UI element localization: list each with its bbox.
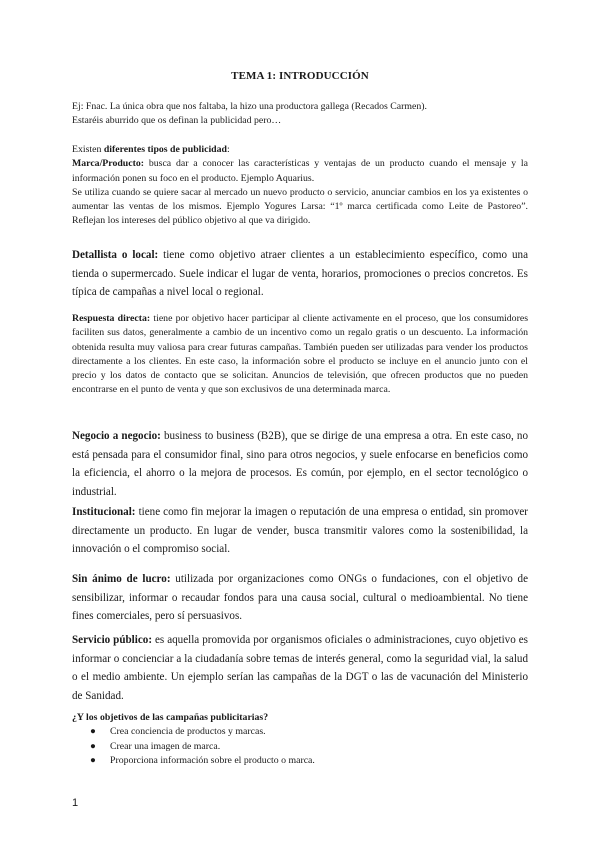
page-title: TEMA 1: INTRODUCCIÓN <box>231 70 369 82</box>
bullet-icon: ● <box>90 726 96 737</box>
institucional-paragraph: Institucional: tiene como fin mejorar la imagen o reputación de una empresa o entidad, sin promover directamente un producto. En lugar de vender, busca transmitir valores como la sostenibilidad, la innovación o el compromiso social. <box>72 506 528 556</box>
marca-paragraph-1: Marca/Producto: busca dar a conocer las características y ventajas de un producto cuando el mensaje y la información ponen su foco en el producto. Ejemplo Aquarius. <box>72 158 528 184</box>
detallista-term: Detallista o local: <box>72 249 159 261</box>
servicio-term: Servicio público: <box>72 634 153 646</box>
intro-line-2: Estaréis aburrido que os definan la publicidad pero… <box>72 115 282 127</box>
bullet-icon: ● <box>90 755 96 766</box>
intro-paragraph <box>72 100 528 129</box>
marca-term: Marca/Producto: <box>72 158 145 170</box>
marca-paragraph-2: Se utiliza cuando se quiere sacar al mercado un nuevo producto o servicio, anunciar cambios en los ya existentes o aumentar las ventas de los mismos. Ejemplo Yogures Larsa: “1º marca certificada como Leite de Pastoreo”. Reflejan los intereses del público objetivo al que va dirigido. <box>72 186 528 227</box>
respuesta-paragraph: Respuesta directa: tiene por objetivo hacer participar al cliente activamente en el proceso, que los consumidores faciliten sus datos, generalmente a cambio de un incentivo como un regalo gratis o un descuento. La información obtenida resulta muy valiosa para crear futuras campañas. También pueden ser utilizadas para vender los productos directamente a los clientes. En este caso, la información sobre el producto se incluye en el anuncio junto con el precio y los datos de contacto que se solicitan. Anuncios de televisión, que ofrecen productos que no pueden encontrarse en el punto de venta y que son exclusivos de una determinada marca. <box>72 313 529 396</box>
sin-animo-term: Sin ánimo de lucro: <box>72 573 171 585</box>
sin-animo-paragraph: Sin ánimo de lucro: utilizada por organizaciones como ONGs o fundaciones, con el objetivo de sensibilizar, informar o recaudar fondos para una causa social, cultural o medioambiental. No tiene fines comerciales, pero sí persuasivos. <box>72 573 528 623</box>
servicio-paragraph: Servicio público: es aquella promovida por organismos oficiales o administraciones, cuyo objetivo es informar o concienciar a la ciudadanía sobre temas de interés general, como la seguridad vial, la salud o el medio ambiente. Un ejemplo serían las campañas de la DGT o las de vacunación del Ministerio de Sanidad. <box>72 634 528 702</box>
types-intro-bold: diferentes tipos de publicidad <box>103 144 227 155</box>
negocio-paragraph: Negocio a negocio: business to business (B2B), que se dirige de una empresa a otra. En este caso, no está pensada para el consumidor final, sino para otros negocios, y suele enfocarse en beneficios como la eficiencia, el ahorro o la mejora de procesos. Es común, por ejemplo, en el sector tecnológico o industrial. <box>72 430 528 498</box>
bullet-icon: ● <box>90 740 96 752</box>
types-block <box>72 143 528 229</box>
list-item: ● Crea conciencia de productos y marcas. <box>72 725 528 740</box>
detallista-paragraph: Detallista o local: tiene como objetivo atraer clientes a un establecimiento específico, como una tienda o supermercado. Suele indicar el lugar de venta, horarios, promociones o precios concretos. Es típica de campañas a nivel local o regional. <box>72 249 528 299</box>
list-item: ● Proporciona información sobre el producto o marca. <box>72 754 528 769</box>
objectives-heading: ¿Y los objetivos de las campañas publicitarias? <box>72 712 269 723</box>
institucional-term: Institucional: <box>72 506 136 518</box>
types-intro: Existen diferentes tipos de publicidad: <box>72 144 230 155</box>
negocio-term: Negocio a negocio: <box>72 430 161 442</box>
respuesta-term: Respuesta directa: <box>72 313 151 324</box>
objectives-list <box>72 725 528 769</box>
page-number: 1 <box>72 797 79 809</box>
intro-line-1: Ej: Fnac. La única obra que nos faltaba, la hizo una productora gallega (Recados Carmen). <box>72 101 427 112</box>
list-item: ● Crear una imagen de marca. <box>72 740 528 755</box>
